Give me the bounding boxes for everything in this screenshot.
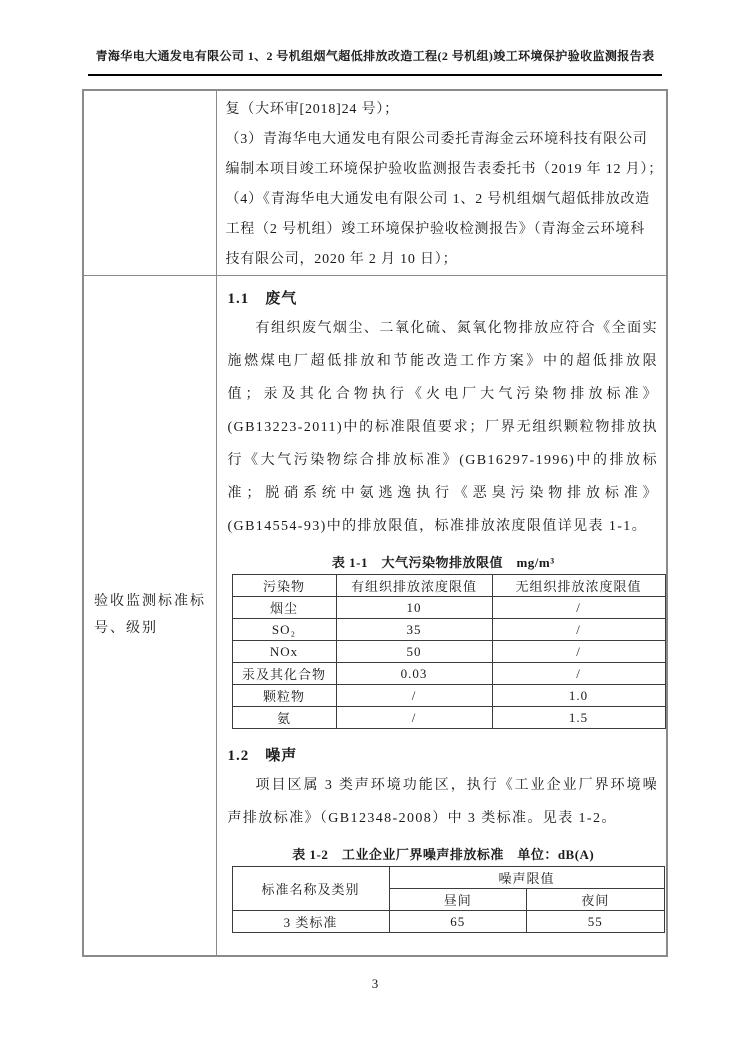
table-row [232, 663, 665, 685]
table-row [232, 597, 665, 619]
table-cell: 氨 [232, 707, 336, 729]
table-cell: 颗粒物 [232, 685, 336, 707]
column-header: 无组织排放浓度限值 [492, 575, 665, 597]
table-cell: / [492, 619, 665, 641]
table-cell: / [336, 707, 492, 729]
standards-row [83, 276, 667, 956]
section-heading-waste-gas: 1.1 废气 [227, 291, 298, 307]
section-heading-noise: 1.2 噪声 [227, 748, 298, 764]
table-row [232, 911, 664, 933]
table-row [232, 619, 665, 641]
standards-label-cell: 验收监测标准标号、级别 [83, 276, 216, 956]
continuation-line: 技有限公司，2020 年 2 月 10 日）； [225, 252, 458, 267]
table-cell: 55 [527, 911, 665, 933]
continuation-content-cell [216, 90, 667, 276]
table-cell: / [492, 641, 665, 663]
table-cell: 65 [389, 911, 527, 933]
continuation-line: 复（大环审[2018]24 号）； [225, 102, 399, 117]
table-cell: 50 [336, 641, 492, 663]
table-row [232, 685, 665, 707]
document-header-title: 青海华电大通发电有限公司 1、2 号机组烟气超低排放改造工程(2 号机组)竣工环境保护验收监测报告表 [95, 49, 655, 63]
header-rule [88, 74, 662, 76]
table-cell: / [492, 597, 665, 619]
continuation-line: 编制本项目竣工环境保护验收监测报告表委托书（2019 年 12 月）； [225, 162, 663, 177]
continuation-line: （4）《青海华电大通发电有限公司 1、2 号机组烟气超低排放改造 [225, 192, 651, 207]
column-header: 有组织排放浓度限值 [336, 575, 492, 597]
table-row [232, 641, 665, 663]
column-header: 昼间 [389, 889, 527, 911]
continuation-line: （3）青海华电大通发电有限公司委托青海金云环境科技有限公司 [225, 132, 648, 147]
table-cell: 1.5 [492, 707, 665, 729]
table-cell: 1.0 [492, 685, 665, 707]
table-header-row [232, 575, 665, 597]
table-cell: 烟尘 [232, 597, 336, 619]
main-table [82, 89, 668, 957]
table-cell: SO₂ [232, 619, 336, 641]
noise-paragraph: 项目区属 3 类声环境功能区，执行《工业企业厂界环境噪声排放标准》（GB12348-2008）中 3 类标准。见表 1-2。 [227, 778, 658, 826]
table-cell: NOx [232, 641, 336, 663]
continuation-row [83, 90, 667, 276]
standards-content-cell [216, 276, 667, 956]
noise-limit-table [232, 866, 665, 933]
page-number: 3 [371, 976, 379, 991]
air-pollutant-limit-table [232, 574, 666, 729]
table-cell: 10 [336, 597, 492, 619]
table-cell: / [336, 685, 492, 707]
empty-label-cell [83, 90, 216, 276]
table-cell: 汞及其化合物 [232, 663, 336, 685]
column-group-header: 噪声限值 [389, 867, 664, 889]
continuation-line: 工程（2 号机组）竣工环境保护验收检测报告》（青海金云环境科 [225, 222, 645, 237]
column-header: 标准名称及类别 [232, 867, 389, 911]
table-1-1-caption: 表 1-1 大气污染物排放限值 mg/m³ [331, 555, 555, 570]
column-header: 污染物 [232, 575, 336, 597]
table-header-row [232, 867, 664, 889]
waste-gas-paragraph: 有组织废气烟尘、二氧化硫、氮氧化物排放应符合《全面实施燃煤电厂超低排放和节能改造工作方案》中的超低排放限值；汞及其化合物执行《火电厂大气污染物排放标准》(GB13223-2011)中的标准限值要求；厂界无组织颗粒物排放执行《大气污染物综合排放标准》(GB16297-1996)中的排放标准；脱硝系统中氨逃逸执行《恶臭污染物排放标准》(GB14554-93)中的排放限值，标准排放浓度限值详见表 1-1。 [227, 321, 658, 534]
table-cell: 0.03 [336, 663, 492, 685]
table-1-2-caption: 表 1-2 工业企业厂界噪声排放标准 单位：dB(A) [292, 847, 595, 862]
table-cell: 3 类标准 [232, 911, 389, 933]
table-cell: 35 [336, 619, 492, 641]
table-cell: / [492, 663, 665, 685]
column-header: 夜间 [527, 889, 665, 911]
table-row [232, 707, 665, 729]
